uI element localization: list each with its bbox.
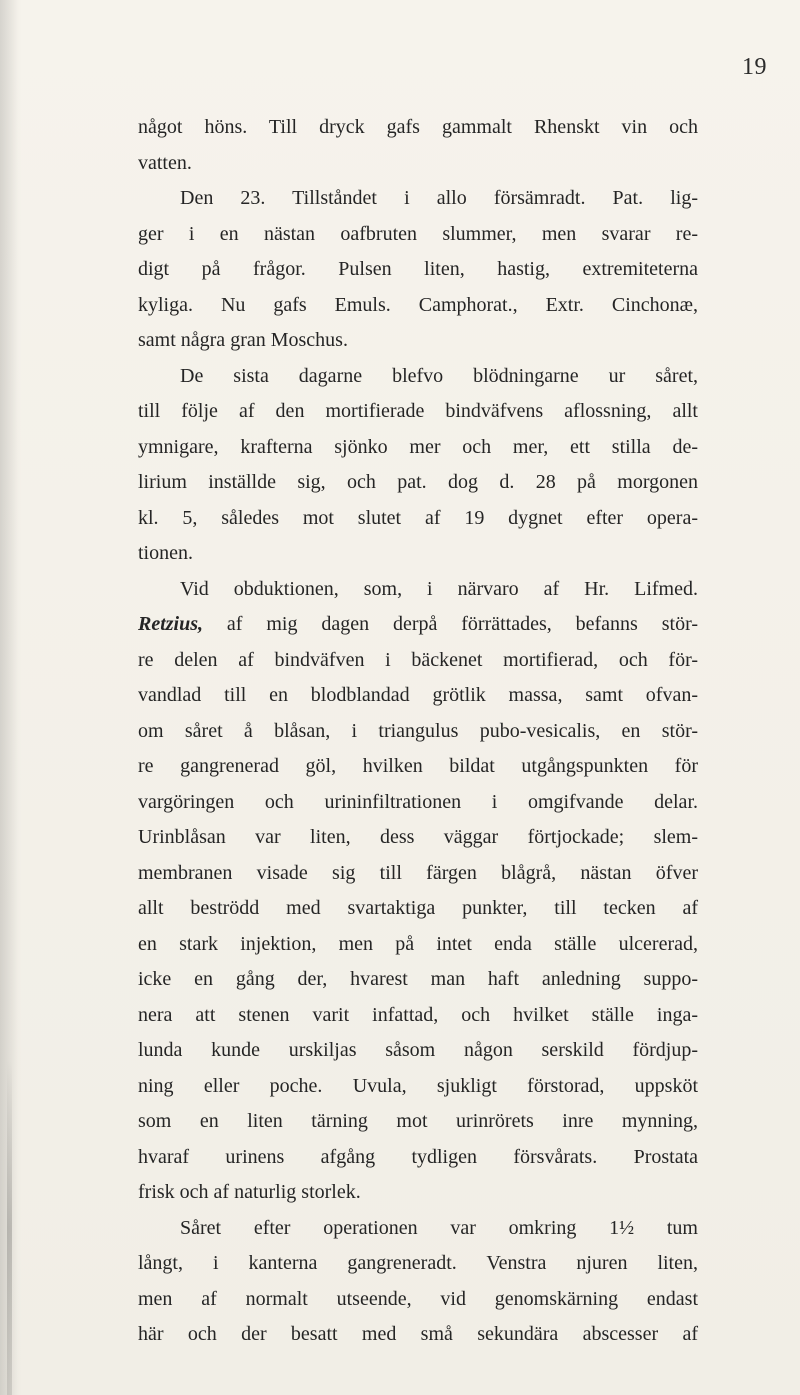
- body-text: [138, 110, 698, 1353]
- binding-shadow: [7, 1060, 12, 1395]
- text-line: något höns. Till dryck gafs gammalt Rhenskt vin och: [138, 116, 698, 138]
- text-line: frisk och af naturlig storlek.: [138, 1181, 361, 1203]
- text-line: Retzius, af mig dagen derpå förrättades, befanns stör-: [138, 613, 698, 635]
- text-line: membranen visade sig till färgen blågrå, nästan öfver: [138, 861, 698, 884]
- text-line: digt på frågor. Pulsen liten, hastig, extremiteterna: [138, 258, 698, 280]
- text-line: De sista dagarne blefvo blödningarne ur såret,: [180, 364, 698, 387]
- text-line: tionen.: [138, 542, 193, 564]
- text-line: re delen af bindväfven i bäckenet mortifierad, och för-: [138, 648, 698, 671]
- text-line: lunda kunde urskiljas såsom någon serskild fördjup-: [138, 1039, 698, 1061]
- text-line: nera att stenen varit infattad, och hvilket ställe inga-: [138, 1003, 698, 1026]
- text-line: Såret efter operationen var omkring 1½ tum: [180, 1216, 698, 1239]
- text-line: ning eller poche. Uvula, sjukligt förstorad, uppsköt: [138, 1074, 698, 1097]
- text-line: samt några gran Moschus.: [138, 329, 348, 351]
- text-line: som en liten tärning mot urinrörets inre mynning,: [138, 1110, 698, 1132]
- text-line: ymnigare, krafterna sjönko mer och mer, ett stilla de-: [138, 435, 698, 458]
- text-line: vandlad till en blodblandad grötlik massa, samt ofvan-: [138, 684, 698, 706]
- text-line: Vid obduktionen, som, i närvaro af Hr. Lifmed.: [180, 577, 698, 600]
- text-line: långt, i kanterna gangreneradt. Venstra njuren liten,: [138, 1252, 698, 1274]
- text-line: vatten.: [138, 151, 192, 174]
- italic-name: Retzius,: [138, 613, 204, 635]
- text-line: Den 23. Tillståndet i allo försämradt. Pat. lig-: [180, 187, 698, 209]
- text-line: men af normalt utseende, vid genomskärning endast: [138, 1287, 698, 1310]
- text-line: kl. 5, således mot slutet af 19 dygnet efter opera-: [138, 506, 698, 529]
- text-line: icke en gång der, hvarest man haft anledning suppo-: [138, 968, 698, 990]
- text-line: allt beströdd med svartaktiga punkter, till tecken af: [138, 897, 698, 919]
- text-line: till följe af den mortifierade bindväfvens aflossning, allt: [138, 400, 698, 422]
- text-line: här och der besatt med små sekundära abscesser af: [138, 1323, 698, 1345]
- text-line: kyliga. Nu gafs Emuls. Camphorat., Extr. Cinchonæ,: [138, 293, 698, 316]
- text-line: lirium inställde sig, och pat. dog d. 28 på morgonen: [138, 471, 698, 493]
- text-line: re gangrenerad göl, hvilken bildat utgångspunkten för: [138, 755, 698, 777]
- text-line: en stark injektion, men på intet enda ställe ulcererad,: [138, 932, 698, 955]
- page-number: 19: [742, 54, 767, 80]
- text-line: vargöringen och urininfiltrationen i omgifvande delar.: [138, 790, 698, 813]
- text-line: ger i en nästan oafbruten slummer, men svarar re-: [138, 222, 698, 245]
- text-line: Urinblåsan var liten, dess väggar förtjockade; slem-: [138, 826, 698, 848]
- text-line: hvaraf urinens afgång tydligen försvårats. Prostata: [138, 1145, 698, 1168]
- text-line: om såret å blåsan, i triangulus pubo-vesicalis, en stör-: [138, 719, 698, 742]
